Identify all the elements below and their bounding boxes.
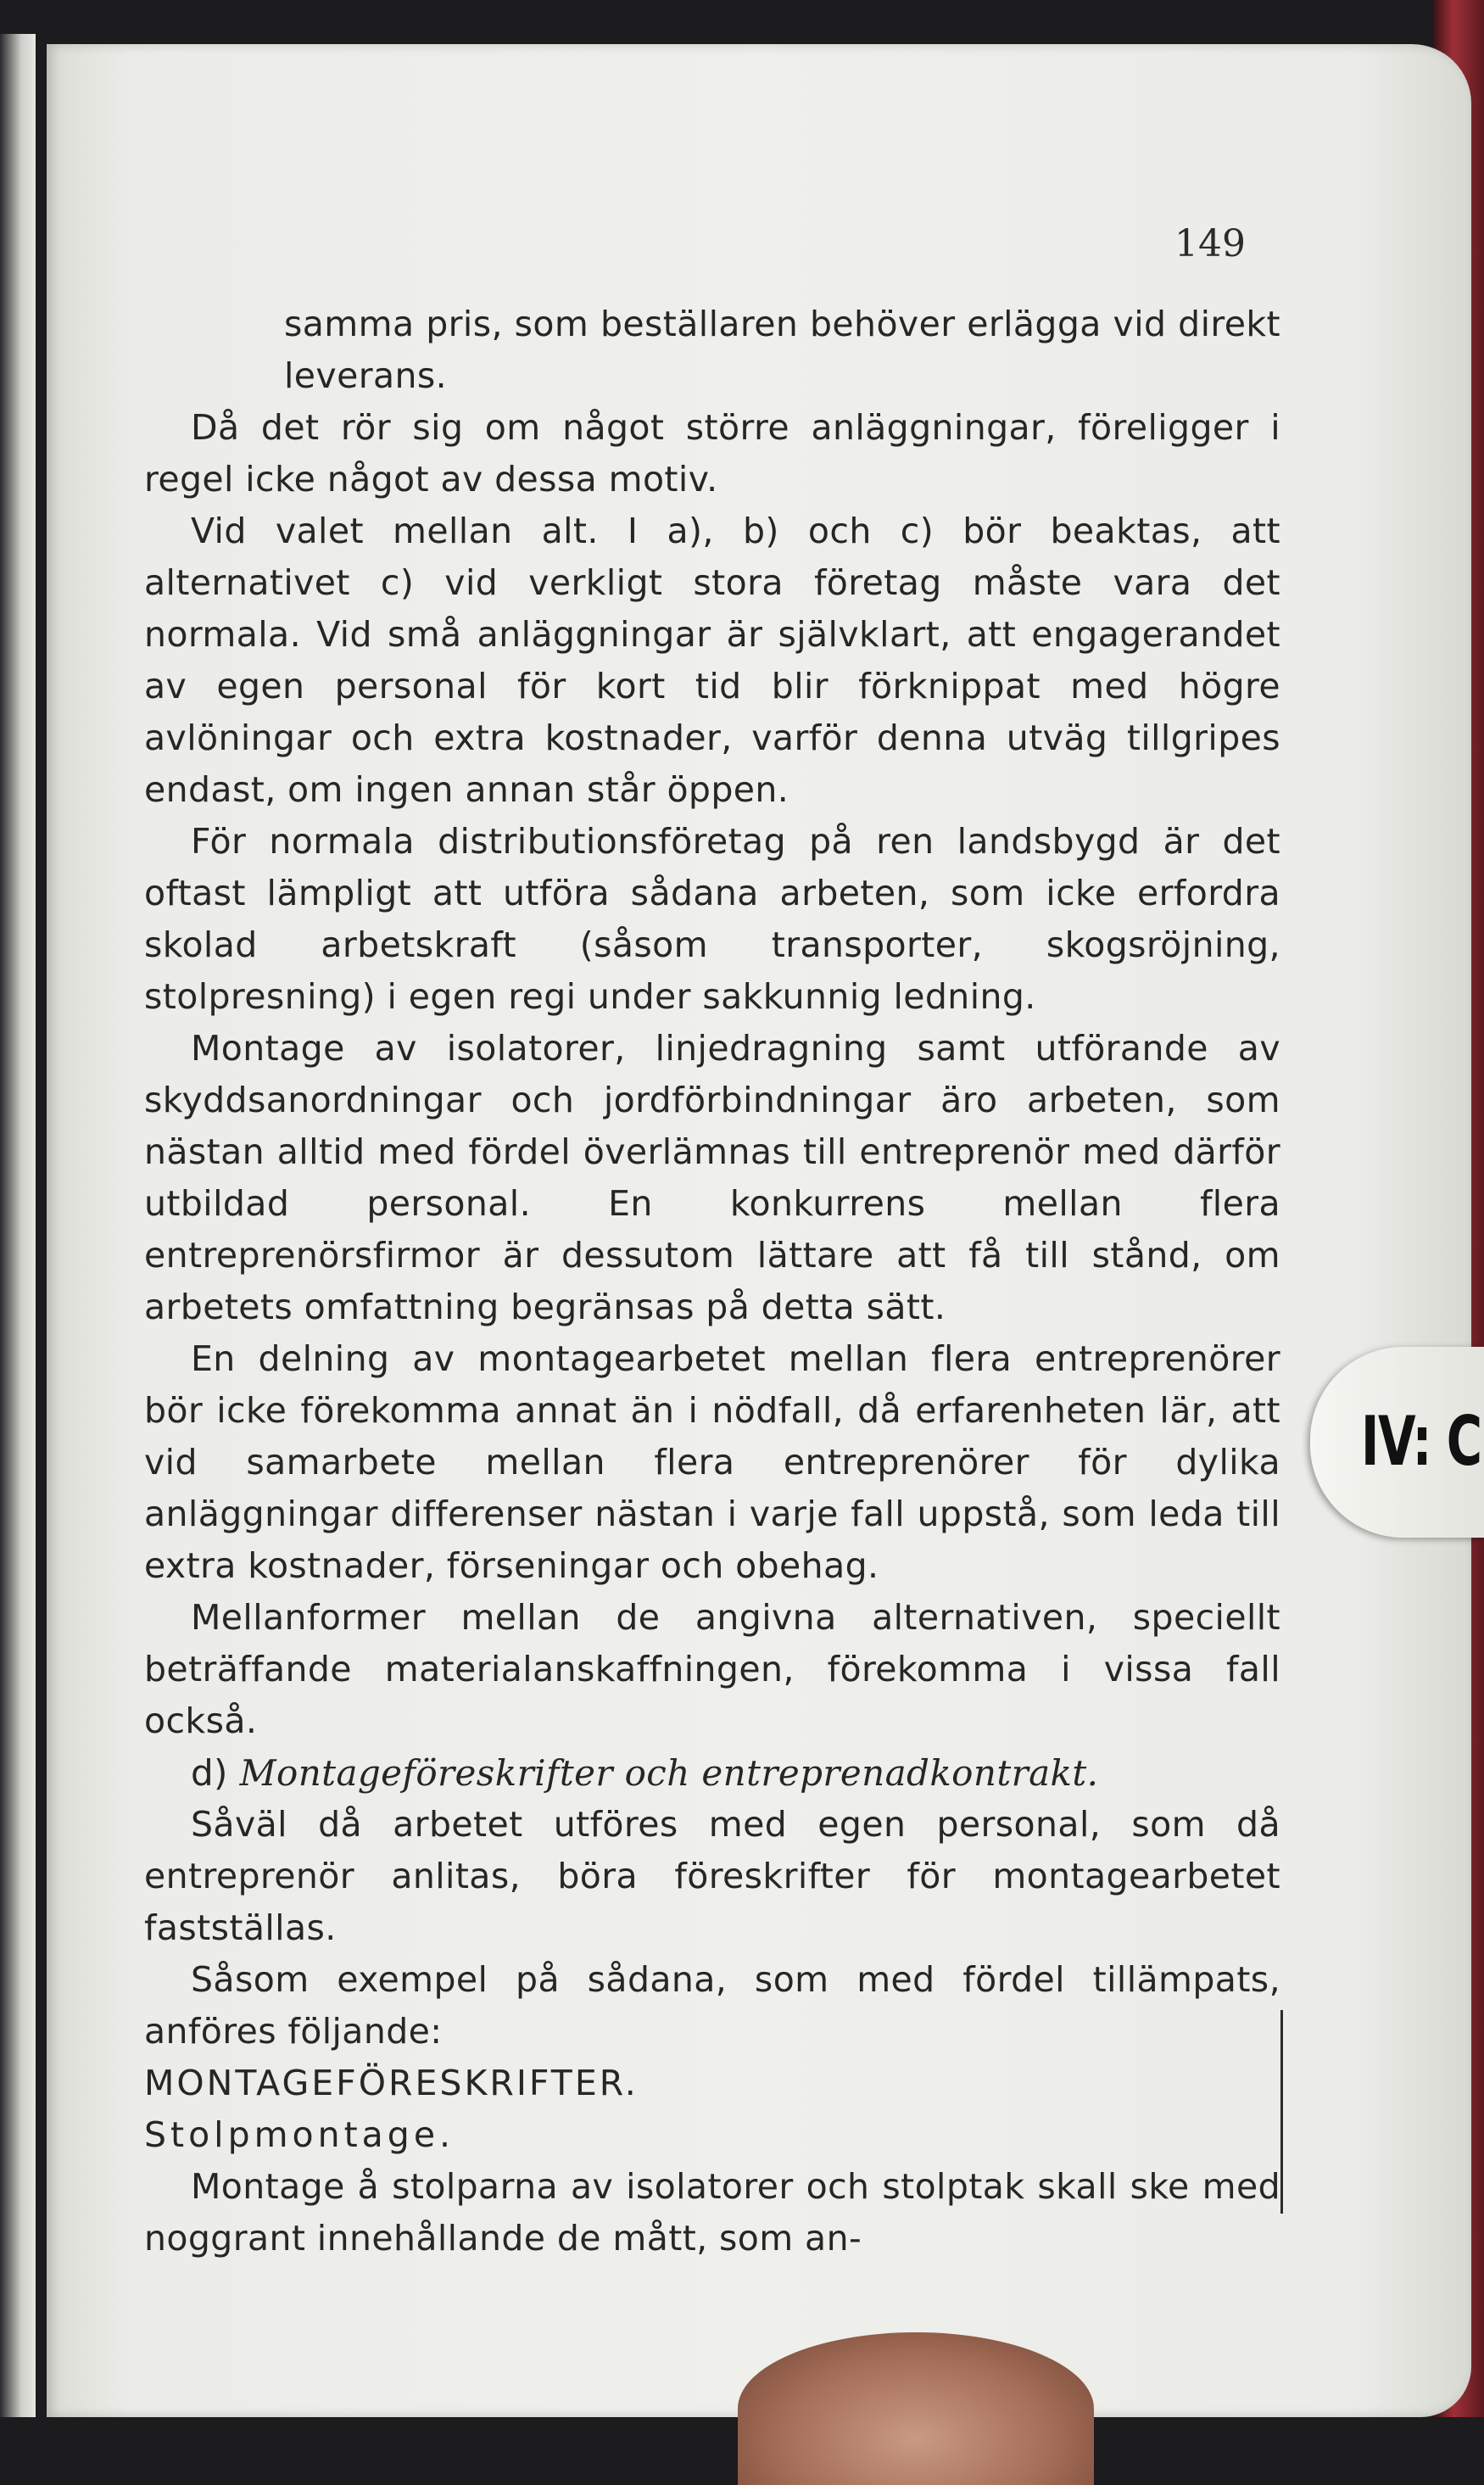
- book-page: [47, 44, 1471, 2417]
- thumb-index-tab[interactable]: [1310, 1347, 1484, 1538]
- book-spine-edge: [0, 34, 36, 2417]
- section-d-title: Montageföreskrifter och entreprenadkontrakt.: [239, 1752, 1099, 1794]
- page-body-text: [144, 299, 1280, 2264]
- section-title: MONTAGEFÖRESKRIFTER.: [144, 2063, 639, 2103]
- final-paragraph: Montage å stolparna av isolatorer och stolptak skall ske med noggrant innehållande de mått, som an-: [144, 2166, 1280, 2259]
- page-number: 149: [1174, 222, 1246, 265]
- thumb-index-label: IV: C: [1361, 1402, 1481, 1481]
- paragraph-3: Vid valet mellan alt. I a), b) och c) bör beaktas, att alternativet c) vid verkligt stora företag måste vara det normala. Vid små anläggningar är självklart, att engagerandet av egen personal för kort tid blir förknippat med högre avlöningar och extra kostnader, varför denna utväg tillgripes endast, om ingen annan står öppen.: [144, 511, 1280, 810]
- paragraph-4: För normala distributionsföretag på ren landsbygd är det oftast lämpligt att utföra sådana arbeten, som icke erfordra skolad arbetskraft (såsom transporter, skogsröjning, stolpresning) i egen regi under sakkunnig ledning.: [144, 821, 1280, 1017]
- paragraph-2: Då det rör sig om något större anläggningar, föreligger i regel icke något av dessa motiv.: [144, 407, 1280, 500]
- section-d-label: d): [191, 1752, 228, 1794]
- paragraph-7: Mellanformer mellan de angivna alternativen, speciellt beträffande materialanskaffningen, förekomma i vissa fall också.: [144, 1597, 1280, 1741]
- paragraph-1: samma pris, som beställaren behöver erlägga vid direkt leverans.: [284, 304, 1280, 396]
- paragraph-5: Montage av isolatorer, linjedragning samt utförande av skyddsanordningar och jordförbindningar äro arbeten, som nästan alltid med fördel överlämnas till entreprenör med därför utbildad personal. En konkurrens mellan flera entreprenörsfirmor är dessutom lättare att få till stånd, om arbetets omfattning begränsas på detta sätt.: [144, 1028, 1280, 1327]
- section-d-heading: [144, 1747, 1280, 1799]
- margin-vertical-rule: [1280, 2010, 1283, 2214]
- holding-thumb: [738, 2332, 1094, 2485]
- paragraph-9: Såsom exempel på sådana, som med fördel tillämpats, anföres följande:: [144, 1959, 1280, 2052]
- subheading: Stolpmontage.: [144, 2114, 455, 2155]
- paragraph-6: En delning av montagearbetet mellan flera entreprenörer bör icke förekomma annat än i nödfall, då erfarenheten lär, att vid samarbete mellan flera entreprenörer för dylika anläggningar differenser nästan i varje fall uppstå, som leda till extra kostnader, förseningar och obehag.: [144, 1338, 1280, 1586]
- paragraph-8: Såväl då arbetet utföres med egen personal, som då entreprenör anlitas, böra föreskrifter för montagearbetet fastställas.: [144, 1804, 1280, 1948]
